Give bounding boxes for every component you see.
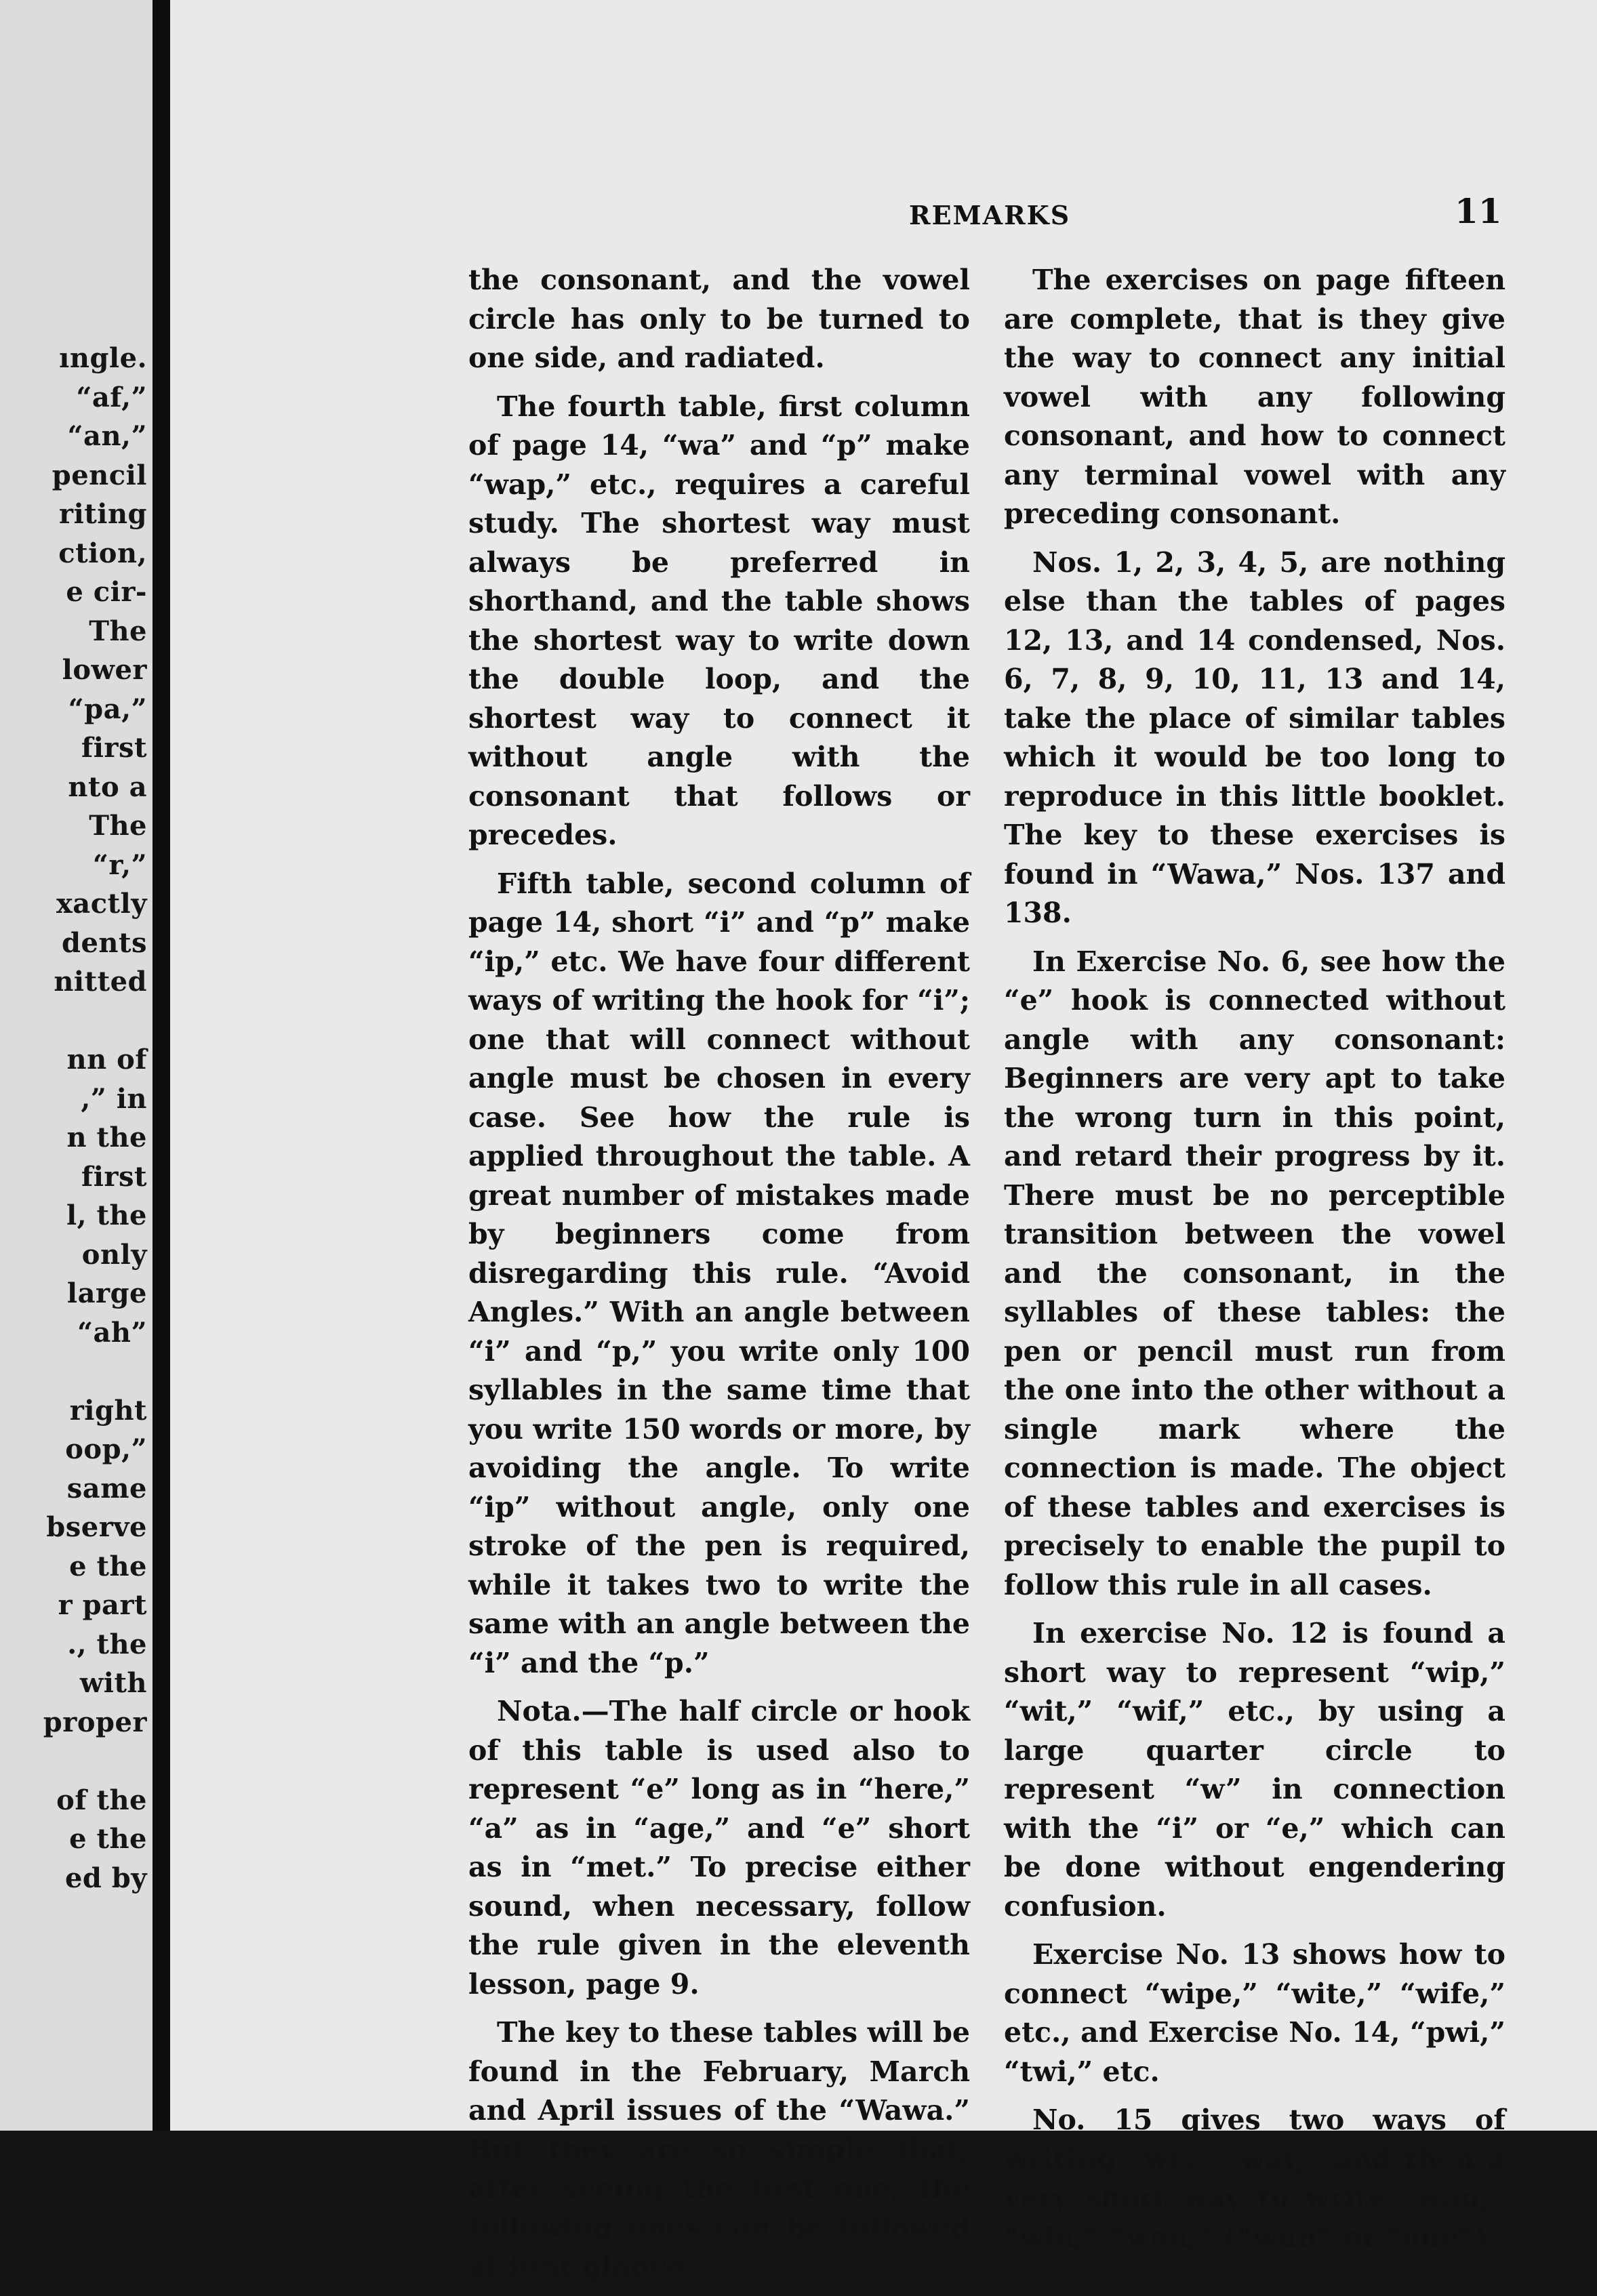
left-page-line: large — [66, 1277, 147, 1309]
book-gutter — [153, 0, 170, 2131]
left-page-line: l, the — [66, 1200, 147, 1231]
left-page-line: with — [79, 1667, 147, 1699]
left-page-line: ed by — [64, 1862, 147, 1894]
left-page-line: nn of — [66, 1044, 147, 1075]
running-header: REMARKS — [909, 200, 1071, 230]
left-column — [468, 261, 970, 2296]
paragraph: Exercise No. 13 shows how to connect “wipe,” “wite,” “wife,” etc., and Exercise No. 14, “pwi,” “twi,” etc. — [1004, 1938, 1505, 2088]
left-page-fragment — [0, 0, 153, 2131]
left-page-line: “an,” — [67, 420, 147, 452]
left-page-line: bserve — [46, 1511, 147, 1543]
left-page-line: The — [89, 810, 147, 842]
left-page-line: e cir- — [66, 576, 147, 608]
paragraph: No. 15 gives two ways of writing “we,” “way,” and then a very short way to write “wan,” “win,” “won,” (“wun” or “one”). — [1004, 2104, 1505, 2253]
left-page-line: “ah” — [77, 1316, 147, 1349]
paragraph: The fourth table, first column of page 14, “wa” and “p” make “wap,” etc., requires a careful study. The shortest way must always be preferred in shorthand, and the table shows the shortest way to write down the double loop, and the shortest way to connect it without angle with the consonant that follows or precedes. — [468, 390, 970, 851]
left-page-line: “pa,” — [68, 693, 147, 725]
left-page-line: ıngle. — [59, 342, 147, 374]
left-page-line: “af,” — [76, 381, 147, 413]
left-page-line: The — [89, 615, 147, 647]
left-page-line: ., the — [67, 1628, 147, 1660]
left-page-line: proper — [43, 1706, 147, 1738]
left-page-line: pencil — [52, 459, 147, 491]
left-page-line: dents — [62, 926, 147, 959]
left-page-line: ,” in — [81, 1082, 147, 1115]
left-page-line: right — [69, 1394, 147, 1427]
page-number: 11 — [1455, 191, 1502, 231]
left-page-line: n the — [66, 1122, 147, 1153]
left-page-line: e the — [69, 1823, 147, 1855]
left-page-line: “r,” — [92, 848, 147, 881]
left-page-line: e the — [69, 1550, 147, 1582]
left-page-line: riting — [59, 498, 147, 530]
left-page-line: ction, — [58, 537, 147, 569]
right-column — [1004, 261, 1505, 2266]
paragraph: The exercises on page fifteen are complete, that is they give the way to connect any initial vowel with any following consonant, and how to connect any terminal vowel with any preceding consonant. — [1004, 264, 1505, 530]
left-page-line: only — [81, 1238, 147, 1271]
page — [170, 0, 1597, 2282]
left-page-line: first — [81, 1160, 147, 1193]
paragraph: the consonant, and the vowel circle has only to be turned to one side, and radiated. — [468, 264, 970, 374]
left-page-line: nitted — [54, 966, 147, 998]
left-page-line: same — [66, 1472, 147, 1504]
paragraph: In Exercise No. 6, see how the “e” hook is connected without angle with any consonant: Beginners are very apt to take the wrong turn in this point, and retard their progress by it. There must be no perceptible transition between the vowel and the consonant, in the syllables of these tables: the pen or pencil must run from the one into the other without a single mark where the connection is made. The object of these tables and exercises is precisely to enable the pupil to follow this rule in all cases. — [1004, 945, 1505, 1601]
left-page-line: nto a — [68, 771, 147, 803]
left-page-line: r part — [58, 1589, 147, 1621]
left-page-line: first — [81, 732, 147, 764]
left-page-line: lower — [62, 654, 147, 686]
paragraph: In exercise No. 12 is found a short way to represent “wip,” “wit,” “wif,” etc., by using a large quarter circle to represent “w” in connection with the “i” or “e,” which can be done without engendering confusion. — [1004, 1617, 1505, 1923]
paragraph: The key to these tables will be found in the February, March and April issues of the “Wawa.” But they are so simple that, after seeing the first one, the following ones can be followed at first glance. — [468, 2016, 970, 2282]
left-page-line: xactly — [56, 888, 147, 920]
left-page-line: oop,” — [65, 1433, 147, 1465]
paragraph: Fifth table, second column of page 14, short “i” and “p” make “ip,” etc. We have four different ways of writing the hook for “i”; one that will connect without angle must be chosen in every case. See how the rule is applied throughout the table. A great number of mistakes made by beginners come from disregarding this rule. “Avoid Angles.” With an angle between “i” and “p,” you write only 100 syllables in the same time that you write 150 words or more, by avoiding the angle. To write “ip” without angle, only one stroke of the pen is required, while it takes two to write the same with an angle between the “i” and the “p.” — [468, 867, 970, 1679]
paragraph: Nota.—The half circle or hook of this table is used also to represent “e” long as in “here,” “a” as in “age,” and “e” short as in “met.” To precise either sound, when necessary, follow the rule given in the eleventh lesson, page 9. — [468, 1695, 970, 2001]
left-page-line: of the — [56, 1784, 147, 1816]
paragraph: Nos. 1, 2, 3, 4, 5, are nothing else than the tables of pages 12, 13, and 14 condensed, Nos. 6, 7, 8, 9, 10, 11, 13 and 14, take the place of similar tables which it would be too long to reproduce in this little booklet. The key to these exercises is found in “Wawa,” Nos. 137 and 138. — [1004, 546, 1505, 929]
